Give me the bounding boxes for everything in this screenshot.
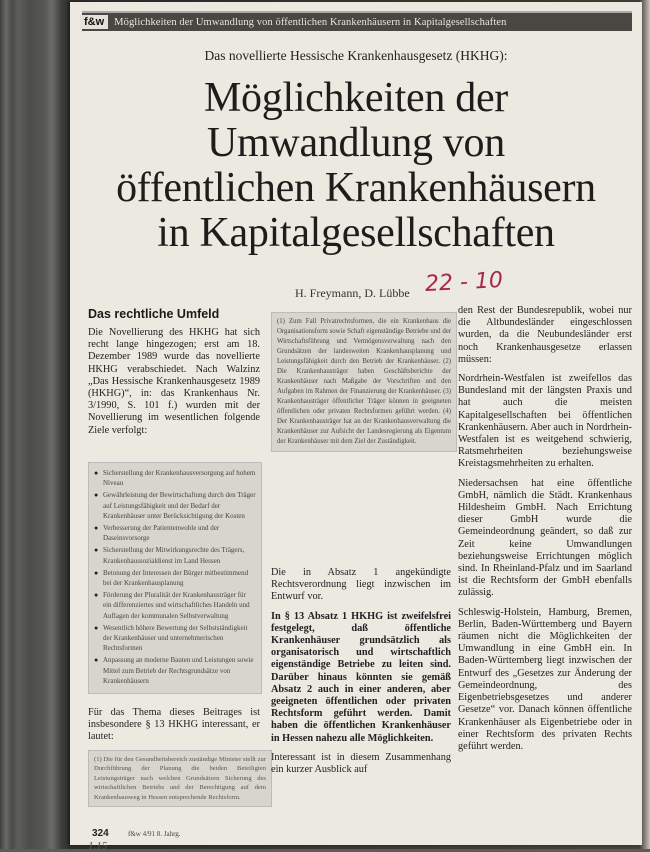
goal-item: ● Gewährleistung der Bewirtschaftung durch den Träger auf Leistungsfähigkeit und der Bedarf der Krankenhäuser unter Berücksichtigung der Kosten [94, 491, 256, 520]
article-kicker: Das novellierte Hessische Krankenhausgesetz (HKHG): [204, 48, 508, 63]
bullet-icon: ● [94, 546, 99, 555]
column-2-text [271, 567, 451, 783]
bullet-icon: ● [94, 656, 99, 665]
goals-list [94, 468, 256, 686]
running-header [82, 11, 632, 31]
law-quote-box: (1) Zum Fall Privatrechtsformen, die ein Krankenhaus die Organisationsform sowie Schaft eigenständige Betriebe und der Wirtschaftsführung und Vermögensverwaltung nach den Grundsätzen der landesweiten Krankenhausplanung und Leistungsfähigkeit durch den Betrieb der Krankenhäuser. (2) Die Krankenhausträger haben Geschäftsberichte der Krankenhäuser nach Maßgabe der Vorschriften und den Aufgaben im Rahmen der Finanzierung der Krankenhäuser. (3) Krankenhausträger öffentlicher Träger können in geeigneten öffentlichen oder privaten Rechtsformen geführt werden. (4) Der Krankenhausträger hat an der Krankenhausverwaltung die Krankenhäuser zur Aufsicht der Landesregierung als Eigentum der Krankenhäuser mit dem Ziel der Zuständigkeit. [271, 312, 457, 452]
goal-item: ● Sicherstellung der Krankenhausversorgung auf hohem Niveau [94, 469, 256, 488]
footnote-box: (1) Die für den Gesundheitsbereich zuständige Minister stellt zur Durchführung der Planung die beiden Beteiligten Leistungsträger nach welchen Grundsätzen Sicherung des wirtschaftlichen Betriebs und der Berechtigung auf dem Krankenhausweg in Hessen entsprechende Rechtsform. [88, 750, 272, 807]
goal-item: ● Anpassung an moderne Bauten und Leistungen sowie Mittel zum Betrieb der Rechtsgrundsätze von Krankenhäusern [94, 656, 254, 685]
title-line: Umwandlung von [207, 120, 505, 166]
emphasis-paragraph: In § 13 Absatz 1 HKHG ist zweifelsfrei festgelegt, daß öffentliche Krankenhäuser grundsätzlich als organisatorisch und wirtschaftlich eigenständige Betriebe zu leiten sind. Darüber hinaus könnten sie gemäß Absatz 2 auch in einer anderen, aber geeigneten öffentlichen oder privaten Rechtsform geführt werden. Damit haben die öffentlichen Krankenhäuser in Hessen nahezu alle Möglichkeiten. [271, 610, 451, 744]
goals-box [88, 462, 262, 694]
body-paragraph: Niedersachsen hat eine öffentliche GmbH, nämlich die Städt. Krankenhaus Hildesheim GmbH. Nach Errichtung dieser GmbH wurde die Gemeindeordnung geändert, so daß zur Zeit keine Umwandlungen beziehungsweise Errichtungen möglich sind. In Rheinland-Pfalz und im Saarland ist die Rechtsform der GmbH ebenfalls zulässig. [458, 477, 632, 599]
goal-item: ● Verbesserung der Patientenwohle und der Daseinsvorsorge [94, 524, 220, 543]
journal-issue: f&w 4/91 8. Jahrg. [128, 830, 181, 838]
handwritten-note: 22 - 10 [424, 267, 504, 298]
body-paragraph: Die in Absatz 1 angekündigte Rechtsverordnung liegt inzwischen im Entwurf vor. [271, 567, 451, 603]
title-line: in Kapitalgesellschaften [157, 210, 555, 256]
intro-paragraph: Die Novellierung des HKHG hat sich recht lange hingezogen; erst am 18. Dezember 1989 wurde das novellierte HKHG verabschiedet. Nach Walzinz „Das Hessische Krankenhausgesetz 1989 (HKHG)“, in: das Krankenhaus Nr. 3/1990, S. 101 f.) wurden mit der Novellierung im wesentlichen folgende Ziele verfolgt: [88, 327, 260, 436]
page-number: 324 [92, 828, 109, 839]
bullet-icon: ● [94, 568, 99, 577]
title-line: öffentlichen Krankenhäusern [116, 165, 596, 211]
goal-item: ● Betonung der Interessen der Bürger mitbestimmend bei der Krankenhausplanung [94, 568, 249, 588]
journal-logo: f&w [80, 15, 108, 29]
section-heading: Das rechtliche Umfeld [88, 307, 220, 321]
author-byline: H. Freymann, D. Lübbe [295, 286, 410, 300]
goal-item: ● Sicherstellung der Mitwirkungsrechte des Trägers, Krankenhaussozialdienst im Land Hessen [94, 546, 245, 565]
column-3-text [458, 305, 632, 760]
transition-paragraph: Für das Thema dieses Beitrages ist insbesondere § 13 HKHG interessant, er lautet: [88, 707, 260, 743]
goal-item: ● Wesentlich höhere Bewertung der Selbstständigkeit der Krankenhäuser und unternehmerischen Rechtsformen [94, 623, 248, 653]
running-header-text: Möglichkeiten der Umwandlung von öffentlichen Krankenhäusern in Kapitalgesellschaften [114, 16, 507, 28]
bullet-icon: ● [94, 591, 99, 600]
magazine-page [70, 2, 642, 852]
body-paragraph: Schleswig-Holstein, Hamburg, Bremen, Berlin, Baden-Württemberg und Bayern räumen nicht die Möglichkeiten der Umwandlung in eine GmbH ein. In Baden-Württemberg liegt inzwischen der Entwurf des „Gesetzes zur Änderung der Gemeindeordnung, des Eigenbetriebsgesetzes und anderer Gesetze“ vor. Danach können öffentliche Krankenhäuser als Eigenbetriebe oder in einer Rechtsform des privaten Rechts geführt werden. [458, 606, 632, 752]
body-paragraph: den Rest der Bundesrepublik, wobei nur die Altbundesländer eingeschlossen wurden, da die Neubundesländer erst noch Krankenhausgesetze erlassen müssen: [458, 305, 632, 365]
article-title [70, 76, 642, 256]
bullet-icon: ● [94, 623, 99, 632]
body-paragraph: Nordrhein-Westfalen ist zweifellos das Bundesland mit der längsten Praxis und hat auch die meisten Kapitalgesellschaften bei öffentlichen Krankenhäusern. Aber auch in Nordrhein-Westfalen ist es weitgehend schwierig, Ratsmehrheiten beziehungsweise Kreistagsmehrheiten zu erhalten. [458, 373, 632, 470]
handwritten-page-mark: 1.15 [88, 840, 108, 852]
column-1-after [88, 707, 260, 751]
column-1-intro [88, 327, 260, 444]
body-paragraph: Interessant ist in diesem Zusammenhang ein kurzer Ausblick auf [271, 751, 451, 776]
bullet-icon: ● [94, 491, 99, 500]
bullet-icon: ● [94, 469, 99, 477]
title-line: Möglichkeiten der [204, 75, 508, 121]
goal-item: ● Förderung der Pluralität der Krankenhausträger für ein differenziertes und wirtschaftliches Handeln und Auflagen der kommunalen Selbstverwaltung [94, 591, 250, 620]
bullet-icon: ● [94, 524, 99, 533]
